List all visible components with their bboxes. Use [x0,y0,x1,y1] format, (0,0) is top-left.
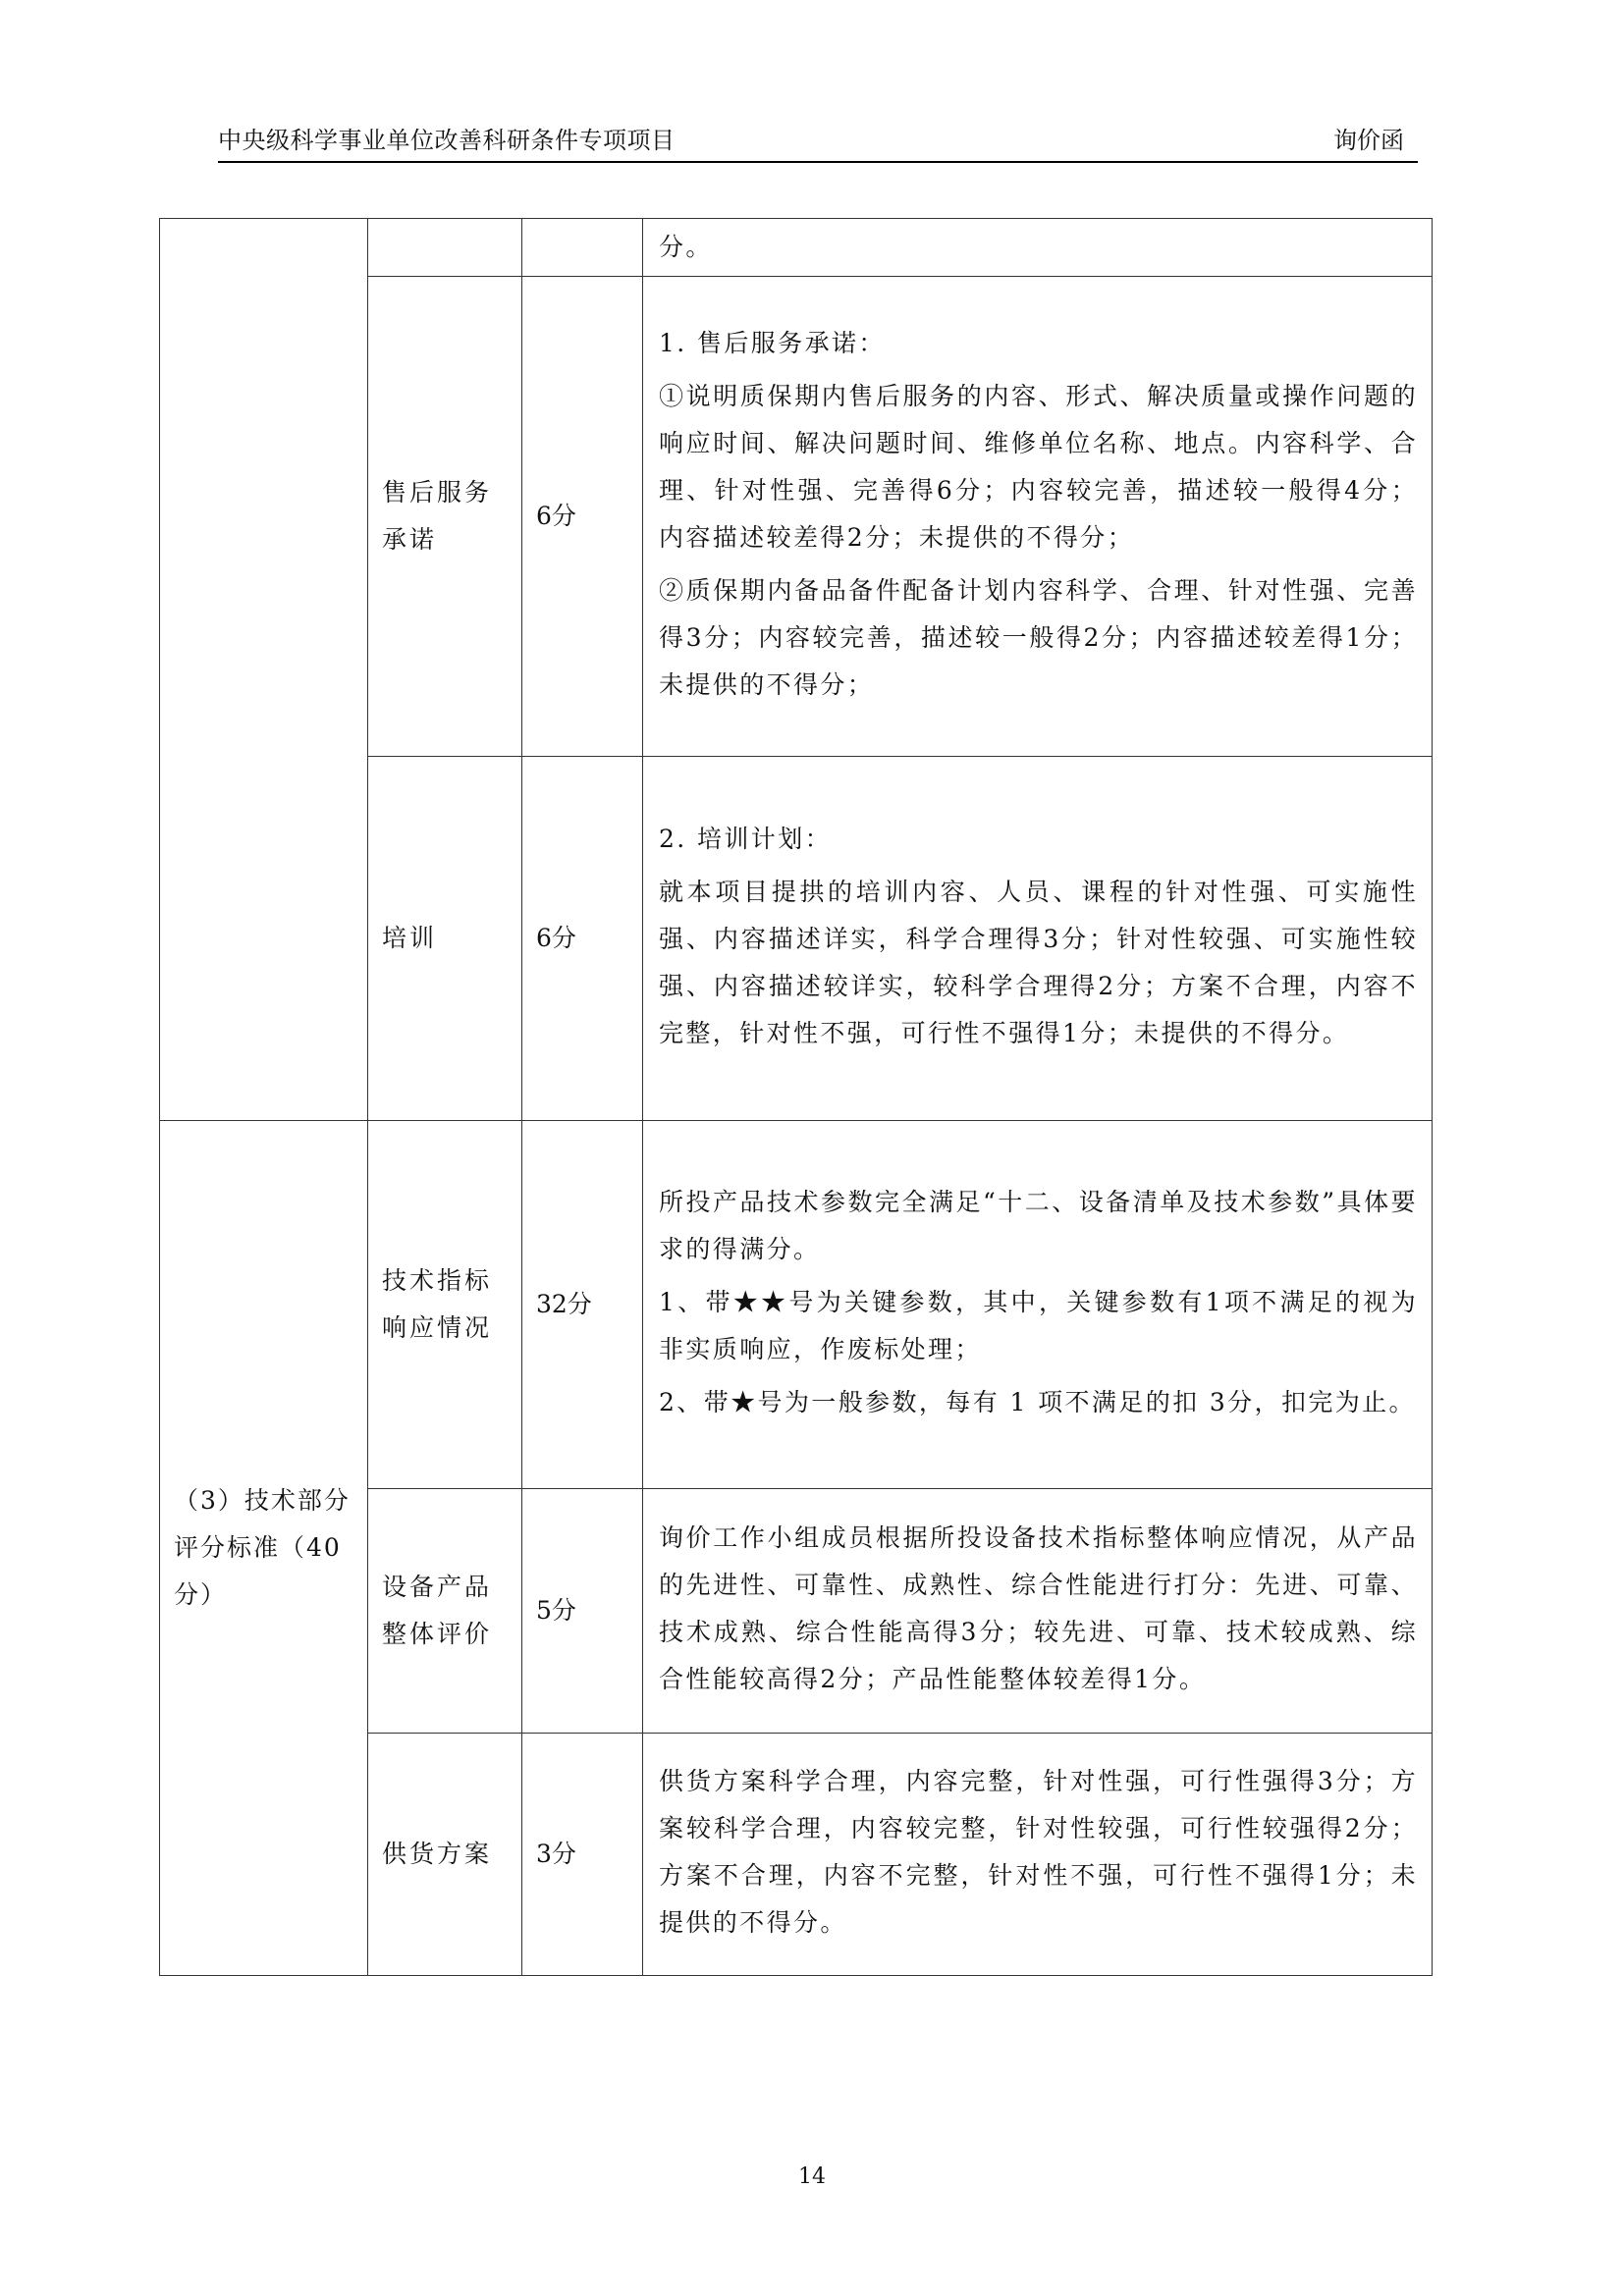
content-line: 2、带★号为一般参数，每有 1 项不满足的扣 3分，扣完为止。 [659,1388,1416,1416]
content-line: 所投产品技术参数完全满足“十二、设备清单及技术参数”具体要求的得满分。 [659,1188,1418,1263]
item-cell: 供货方案 [368,1734,522,1976]
content-line: 就本项目提拱的培训内容、人员、课程的针对性强、可实施性强、内容描述详实，科学合理得3分；针对性较强、可实施性较强、内容描述较详实，较科学合理得2分；方案不合理，内容不完整，针对性不强，可行性不强得1分；未提供的不得分。 [659,878,1418,1047]
item-cell: 技术指标响应情况 [368,1121,522,1489]
content-cell [643,757,1433,1121]
content-cell [643,1121,1433,1489]
content-line: ①说明质保期内售后服务的内容、形式、解决质量或操作问题的响应时间、解决问题时间、维修单位名称、地点。内容科学、合理、针对性强、完善得6分；内容较完善，描述较一般得4分；内容描述较差得2分；未提供的不得分； [659,382,1418,552]
document-type: 询价函 [1333,127,1404,154]
page-number: 14 [798,2164,826,2189]
item-cell: 设备产品整体评价 [368,1489,522,1734]
item-cell-empty [368,219,522,277]
content-line: 供货方案科学合理，内容完整，针对性强，可行性强得3分；方案较科学合理，内容较完整，针对性较强，可行性较强得2分；方案不合理，内容不完整，针对性不强，可行性不强得1分；未提供的不得分。 [659,1767,1418,1937]
content-cell [643,1489,1433,1734]
score-cell: 6分 [522,277,643,757]
table-row [160,1121,1433,1489]
score-cell: 3分 [522,1734,643,1976]
content-cell [643,277,1433,757]
score-cell: 32分 [522,1121,643,1489]
section-cell-empty [160,219,368,1121]
content-line: 1. 售后服务承诺： [659,329,886,357]
continued-text: 分。 [659,233,713,261]
content-cell [643,219,1433,277]
score-cell: 6分 [522,757,643,1121]
content-line: ②质保期内备品备件配备计划内容科学、合理、针对性强、完善得3分；内容较完善，描述较一般得2分；内容描述较差得1分；未提供的不得分； [659,576,1418,699]
page-header [218,122,1418,163]
content-line: 询价工作小组成员根据所投设备技术指标整体响应情况，从产品的先进性、可靠性、成熟性、综合性能进行打分：先进、可靠、技术成熟、综合性能高得3分；较先进、可靠、技术较成熟、综合性能较高得2分；产品性能整体较差得1分。 [659,1523,1418,1693]
content-line: 2. 培训计划： [659,825,832,853]
table-row [160,219,1433,277]
content-cell [643,1734,1433,1976]
score-cell-empty [522,219,643,277]
project-title: 中央级科学事业单位改善科研条件专项项目 [218,127,676,154]
item-cell: 培训 [368,757,522,1121]
section-label: （3）技术部分评分标准（40分） [160,1121,368,1976]
scoring-table [159,218,1433,1976]
score-cell: 5分 [522,1489,643,1734]
item-cell: 售后服务承诺 [368,277,522,757]
content-line: 1、带★★号为关键参数，其中，关键参数有1项不满足的视为非实质响应，作废标处理； [659,1288,1418,1363]
